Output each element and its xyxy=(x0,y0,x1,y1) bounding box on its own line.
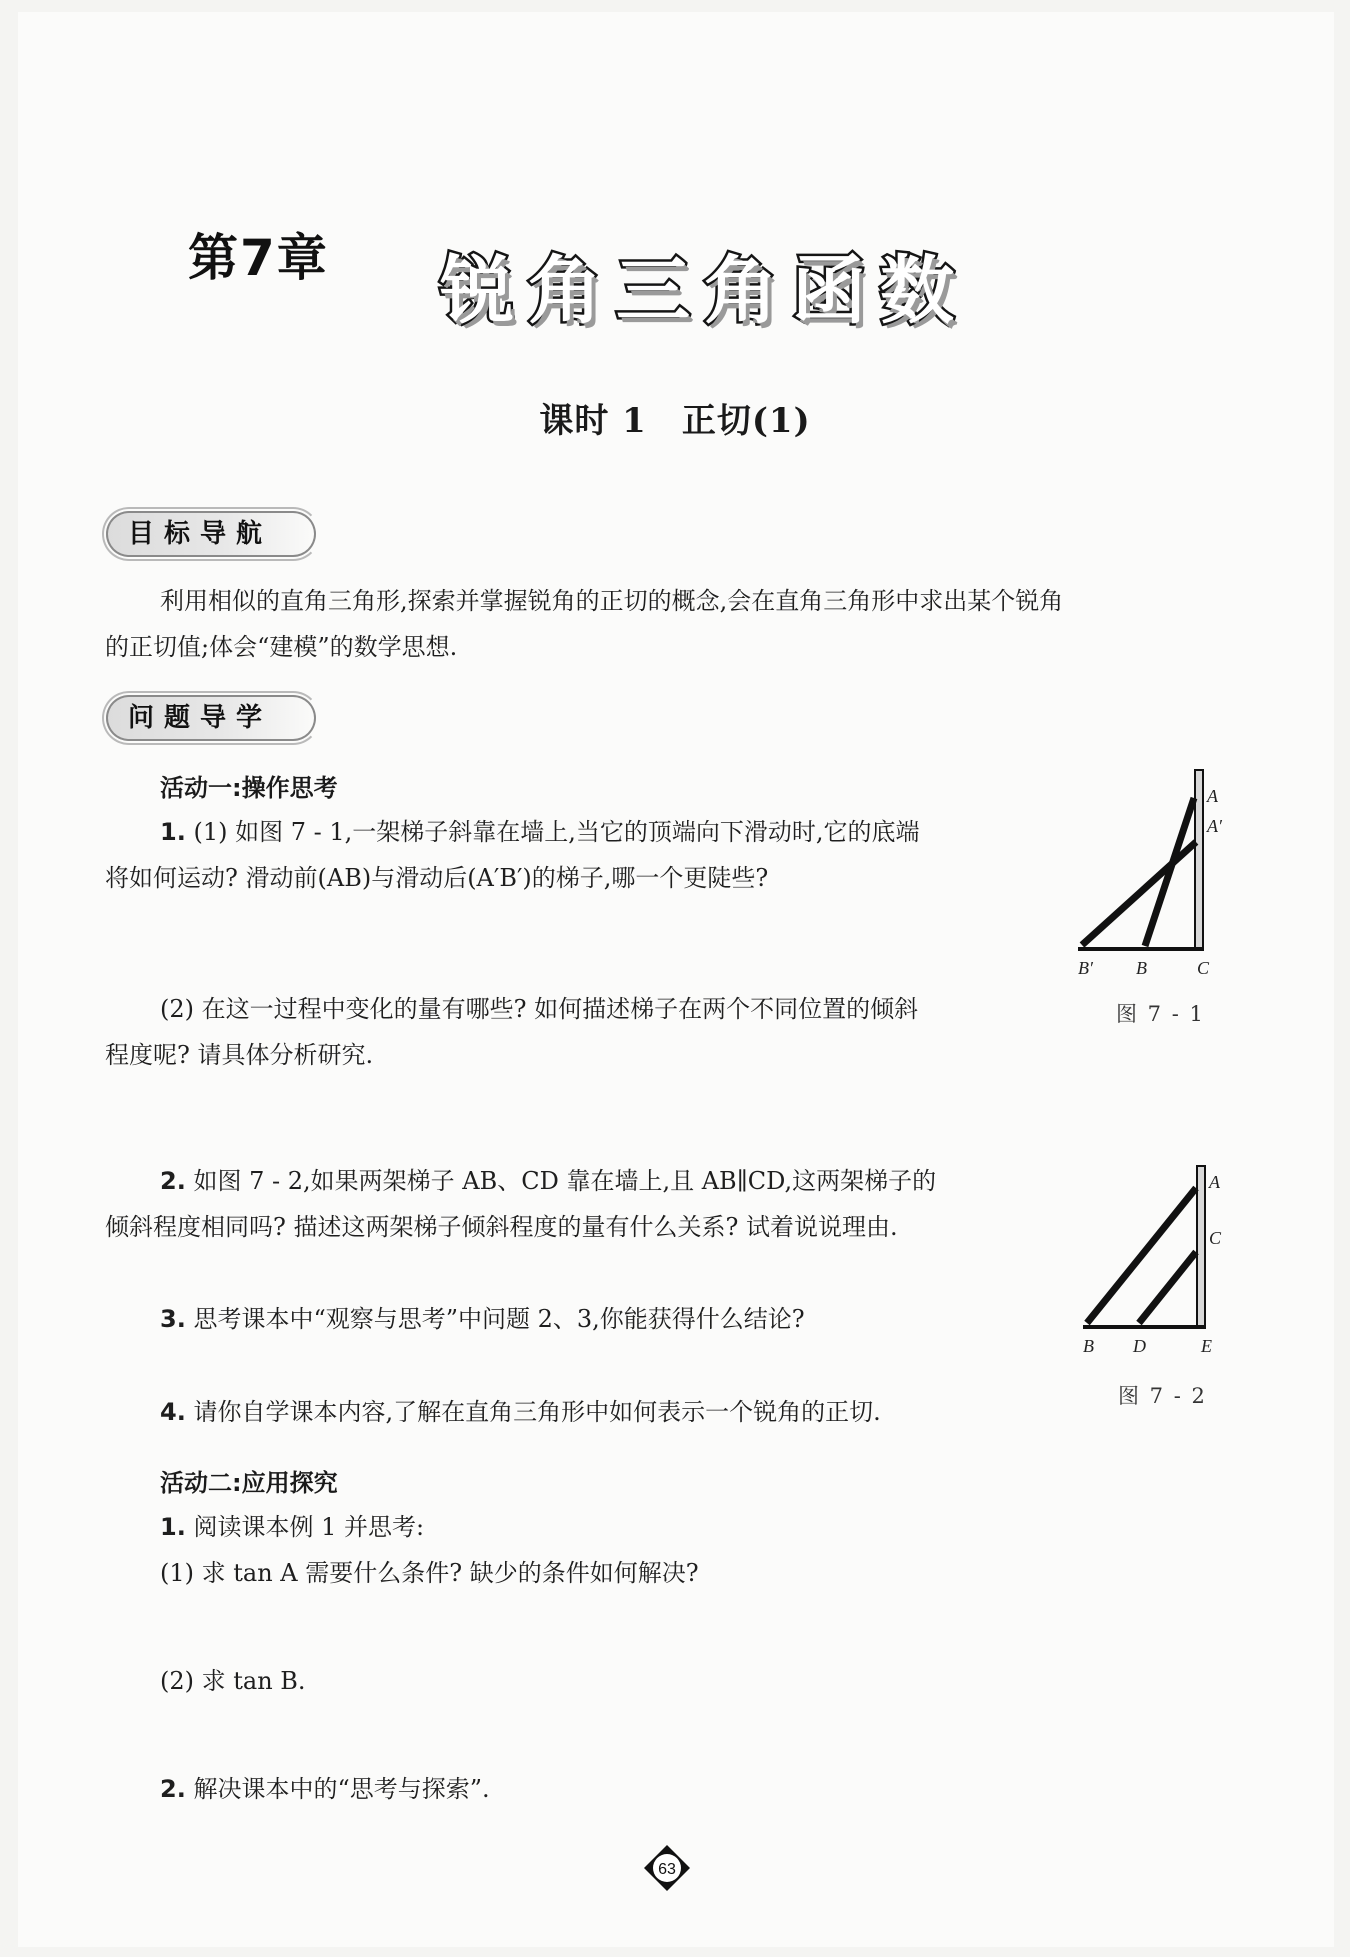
activity2-question-1-part2: (2) 求 tan B. xyxy=(160,1667,306,1695)
chapter-number: 第7章 xyxy=(188,229,329,287)
label-a: A xyxy=(1207,786,1218,806)
figure-7-2-caption: 图 7 - 2 xyxy=(1118,1384,1207,1408)
figure-7-1 xyxy=(1070,760,1240,980)
ladder-a-prime-b-prime xyxy=(1082,842,1196,945)
ladder-ab xyxy=(1087,1188,1196,1323)
ladder-ab xyxy=(1145,798,1194,946)
page-number: 63 xyxy=(658,1861,676,1878)
question-number: 1. xyxy=(160,818,186,846)
question-1-part1-line1 xyxy=(160,809,920,855)
activity2-question-1-part1: (1) 求 tan A 需要什么条件? 缺少的条件如何解决? xyxy=(160,1559,699,1587)
question-2-line1 xyxy=(160,1158,936,1204)
question-3 xyxy=(160,1296,805,1342)
figure-7-2 xyxy=(1075,1160,1245,1360)
section-tab-label: 问题导学 xyxy=(128,703,273,733)
question-text: 解决课本中的“思考与探索”. xyxy=(193,1775,490,1803)
activity2-question-2 xyxy=(160,1766,490,1812)
chapter-title: 锐角三角函数 xyxy=(440,248,968,334)
label-c: C xyxy=(1209,1228,1222,1248)
question-text: 阅读课本例 1 并思考: xyxy=(193,1513,425,1541)
goals-text-line1: 利用相似的直角三角形,探索并掌握锐角的正切的概念,会在直角三角形中求出某个锐角 xyxy=(160,587,1064,615)
label-a-prime: A′ xyxy=(1207,816,1222,836)
section-tab-label: 目标导航 xyxy=(128,519,273,549)
section-tab-guide xyxy=(106,695,316,741)
question-1-part2-line2: 程度呢? 请具体分析研究. xyxy=(105,1041,374,1069)
question-number: 1. xyxy=(160,1513,186,1541)
label-d: D xyxy=(1133,1336,1146,1356)
page-number-badge xyxy=(643,1844,691,1892)
label-b-prime: B′ xyxy=(1078,958,1093,978)
question-text: (1) 如图 7 - 1,一架梯子斜靠在墙上,当它的顶端向下滑动时,它的底端 xyxy=(193,818,920,846)
label-b: B xyxy=(1136,958,1147,978)
question-text: 请你自学课本内容,了解在直角三角形中如何表示一个锐角的正切. xyxy=(193,1398,881,1426)
question-number: 4. xyxy=(160,1398,186,1426)
question-4 xyxy=(160,1389,881,1435)
activity2-question-1 xyxy=(160,1504,424,1550)
activity1-title: 活动一:操作思考 xyxy=(160,774,338,802)
question-text: 如图 7 - 2,如果两架梯子 AB、CD 靠在墙上,且 AB∥CD,这两架梯子的 xyxy=(193,1167,937,1195)
lesson-title: 课时 1 正切(1) xyxy=(539,401,811,441)
label-b: B xyxy=(1083,1336,1094,1356)
activity2-title: 活动二:应用探究 xyxy=(160,1469,338,1497)
wall xyxy=(1195,770,1203,950)
goals-text-line2: 的正切值;体会“建模”的数学思想. xyxy=(105,633,458,661)
ladder-cd xyxy=(1139,1252,1196,1323)
question-number: 2. xyxy=(160,1167,186,1195)
question-text: 思考课本中“观察与思考”中问题 2、3,你能获得什么结论? xyxy=(193,1305,805,1333)
label-c: C xyxy=(1197,958,1210,978)
question-1-part1-line2: 将如何运动? 滑动前(AB)与滑动后(A′B′)的梯子,哪一个更陡些? xyxy=(105,864,769,892)
question-number: 3. xyxy=(160,1305,186,1333)
question-number: 2. xyxy=(160,1775,186,1803)
label-e: E xyxy=(1201,1336,1212,1356)
question-2-line2: 倾斜程度相同吗? 描述这两架梯子倾斜程度的量有什么关系? 试着说说理由. xyxy=(105,1213,898,1241)
question-1-part2-line1: (2) 在这一过程中变化的量有哪些? 如何描述梯子在两个不同位置的倾斜 xyxy=(160,995,919,1023)
figure-7-1-caption: 图 7 - 1 xyxy=(1116,1002,1205,1026)
section-tab-goals xyxy=(106,511,316,557)
label-a: A xyxy=(1209,1172,1220,1192)
